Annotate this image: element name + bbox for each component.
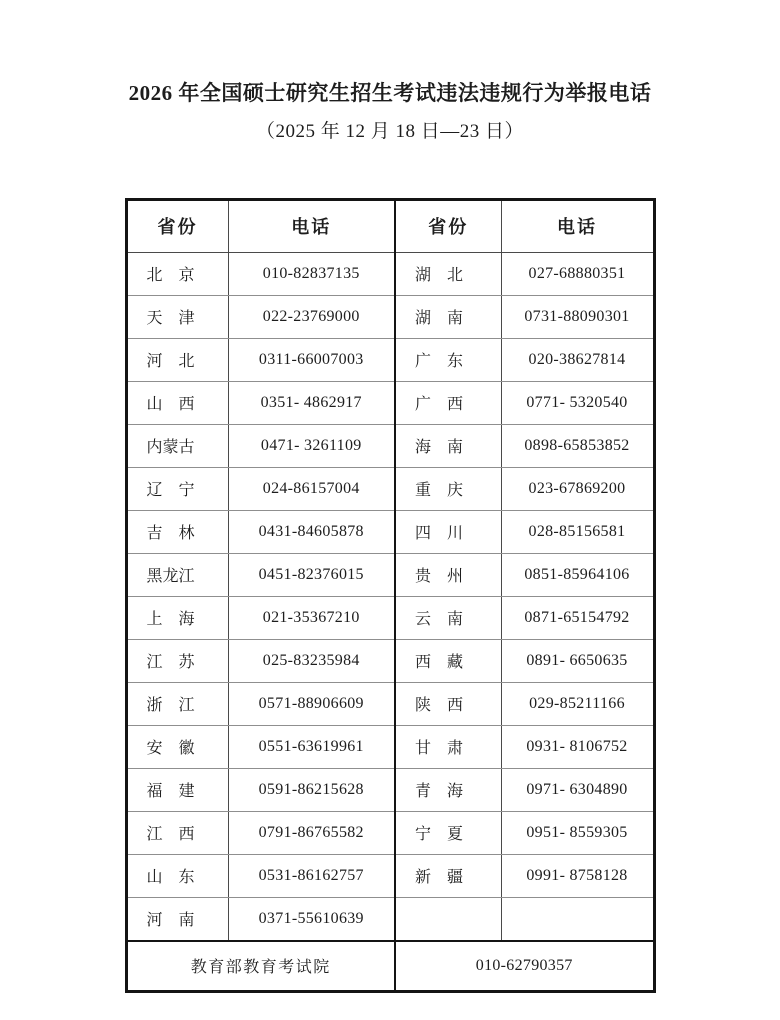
- table-row: [126, 897, 654, 941]
- table-body: [126, 252, 654, 941]
- phone-cell: 028-85156581: [501, 510, 654, 553]
- province-cell: 湖 南: [395, 295, 501, 338]
- phone-cell: 022-23769000: [228, 295, 395, 338]
- province-cell: 四 川: [395, 510, 501, 553]
- footer-org-cell: 教育部教育考试院: [126, 941, 395, 992]
- phone-cell: 0871-65154792: [501, 596, 654, 639]
- phone-cell: 023-67869200: [501, 467, 654, 510]
- province-cell: 黑龙江: [126, 553, 228, 596]
- table-row: [126, 295, 654, 338]
- province-cell: 吉 林: [126, 510, 228, 553]
- footer-phone-cell: 010-62790357: [395, 941, 654, 992]
- table-row: [126, 596, 654, 639]
- phone-cell: 021-35367210: [228, 596, 395, 639]
- table-row: [126, 854, 654, 897]
- phone-cell: 0951- 8559305: [501, 811, 654, 854]
- province-cell: 西 藏: [395, 639, 501, 682]
- header-row: [126, 199, 654, 252]
- province-cell: 江 西: [126, 811, 228, 854]
- province-cell: 辽 宁: [126, 467, 228, 510]
- table-row: [126, 510, 654, 553]
- province-cell: 贵 州: [395, 553, 501, 596]
- phone-cell: 0531-86162757: [228, 854, 395, 897]
- phone-cell: 020-38627814: [501, 338, 654, 381]
- phone-cell: 0791-86765582: [228, 811, 395, 854]
- phone-cell: 024-86157004: [228, 467, 395, 510]
- phone-cell: 0891- 6650635: [501, 639, 654, 682]
- col-header-province-left: 省份: [126, 199, 228, 252]
- province-cell: 河 南: [126, 897, 228, 941]
- phone-cell: 0431-84605878: [228, 510, 395, 553]
- phone-cell: 0731-88090301: [501, 295, 654, 338]
- phone-cell: 0991- 8758128: [501, 854, 654, 897]
- page-title: 2026 年全国硕士研究生招生考试违法违规行为举报电话: [128, 81, 652, 105]
- phone-cell: 010-82837135: [228, 252, 395, 295]
- phone-cell: 0591-86215628: [228, 768, 395, 811]
- province-cell: 北 京: [126, 252, 228, 295]
- province-cell: [395, 897, 501, 941]
- table-row: [126, 682, 654, 725]
- province-cell: 陕 西: [395, 682, 501, 725]
- table-row: [126, 467, 654, 510]
- province-cell: 浙 江: [126, 682, 228, 725]
- province-cell: 湖 北: [395, 252, 501, 295]
- table-row: [126, 553, 654, 596]
- phone-cell: 0371-55610639: [228, 897, 395, 941]
- phone-cell: 025-83235984: [228, 639, 395, 682]
- phone-cell: 029-85211166: [501, 682, 654, 725]
- phone-cell: 0851-85964106: [501, 553, 654, 596]
- province-cell: 上 海: [126, 596, 228, 639]
- col-header-phone-left: 电话: [228, 199, 395, 252]
- table-header: [126, 199, 654, 252]
- table-row: [126, 725, 654, 768]
- table-row: [126, 424, 654, 467]
- phone-cell: 027-68880351: [501, 252, 654, 295]
- phone-cell: 0571-88906609: [228, 682, 395, 725]
- province-cell: 甘 肃: [395, 725, 501, 768]
- province-cell: 福 建: [126, 768, 228, 811]
- phone-cell: 0451-82376015: [228, 553, 395, 596]
- phone-cell: 0351- 4862917: [228, 381, 395, 424]
- province-cell: 新 疆: [395, 854, 501, 897]
- phone-cell: [501, 897, 654, 941]
- province-cell: 河 北: [126, 338, 228, 381]
- phone-cell: 0898-65853852: [501, 424, 654, 467]
- table-row: [126, 252, 654, 295]
- province-cell: 广 东: [395, 338, 501, 381]
- province-cell: 宁 夏: [395, 811, 501, 854]
- table-footer: [126, 941, 654, 992]
- table-row: [126, 381, 654, 424]
- phone-cell: 0311-66007003: [228, 338, 395, 381]
- province-cell: 重 庆: [395, 467, 501, 510]
- col-header-phone-right: 电话: [501, 199, 654, 252]
- phone-cell: 0931- 8106752: [501, 725, 654, 768]
- province-cell: 广 西: [395, 381, 501, 424]
- phone-cell: 0471- 3261109: [228, 424, 395, 467]
- province-cell: 海 南: [395, 424, 501, 467]
- province-cell: 江 苏: [126, 639, 228, 682]
- page-subtitle: （2025 年 12 月 18 日—23 日）: [255, 121, 524, 143]
- province-cell: 山 东: [126, 854, 228, 897]
- table-row: [126, 338, 654, 381]
- province-cell: 内蒙古: [126, 424, 228, 467]
- phone-cell: 0771- 5320540: [501, 381, 654, 424]
- phone-cell: 0971- 6304890: [501, 768, 654, 811]
- table-row: [126, 811, 654, 854]
- table-row: [126, 768, 654, 811]
- footer-row: [126, 941, 654, 992]
- phone-cell: 0551-63619961: [228, 725, 395, 768]
- province-cell: 安 徽: [126, 725, 228, 768]
- province-cell: 天 津: [126, 295, 228, 338]
- province-cell: 山 西: [126, 381, 228, 424]
- province-cell: 云 南: [395, 596, 501, 639]
- report-phone-table: [125, 198, 656, 993]
- table-row: [126, 639, 654, 682]
- province-cell: 青 海: [395, 768, 501, 811]
- col-header-province-right: 省份: [395, 199, 501, 252]
